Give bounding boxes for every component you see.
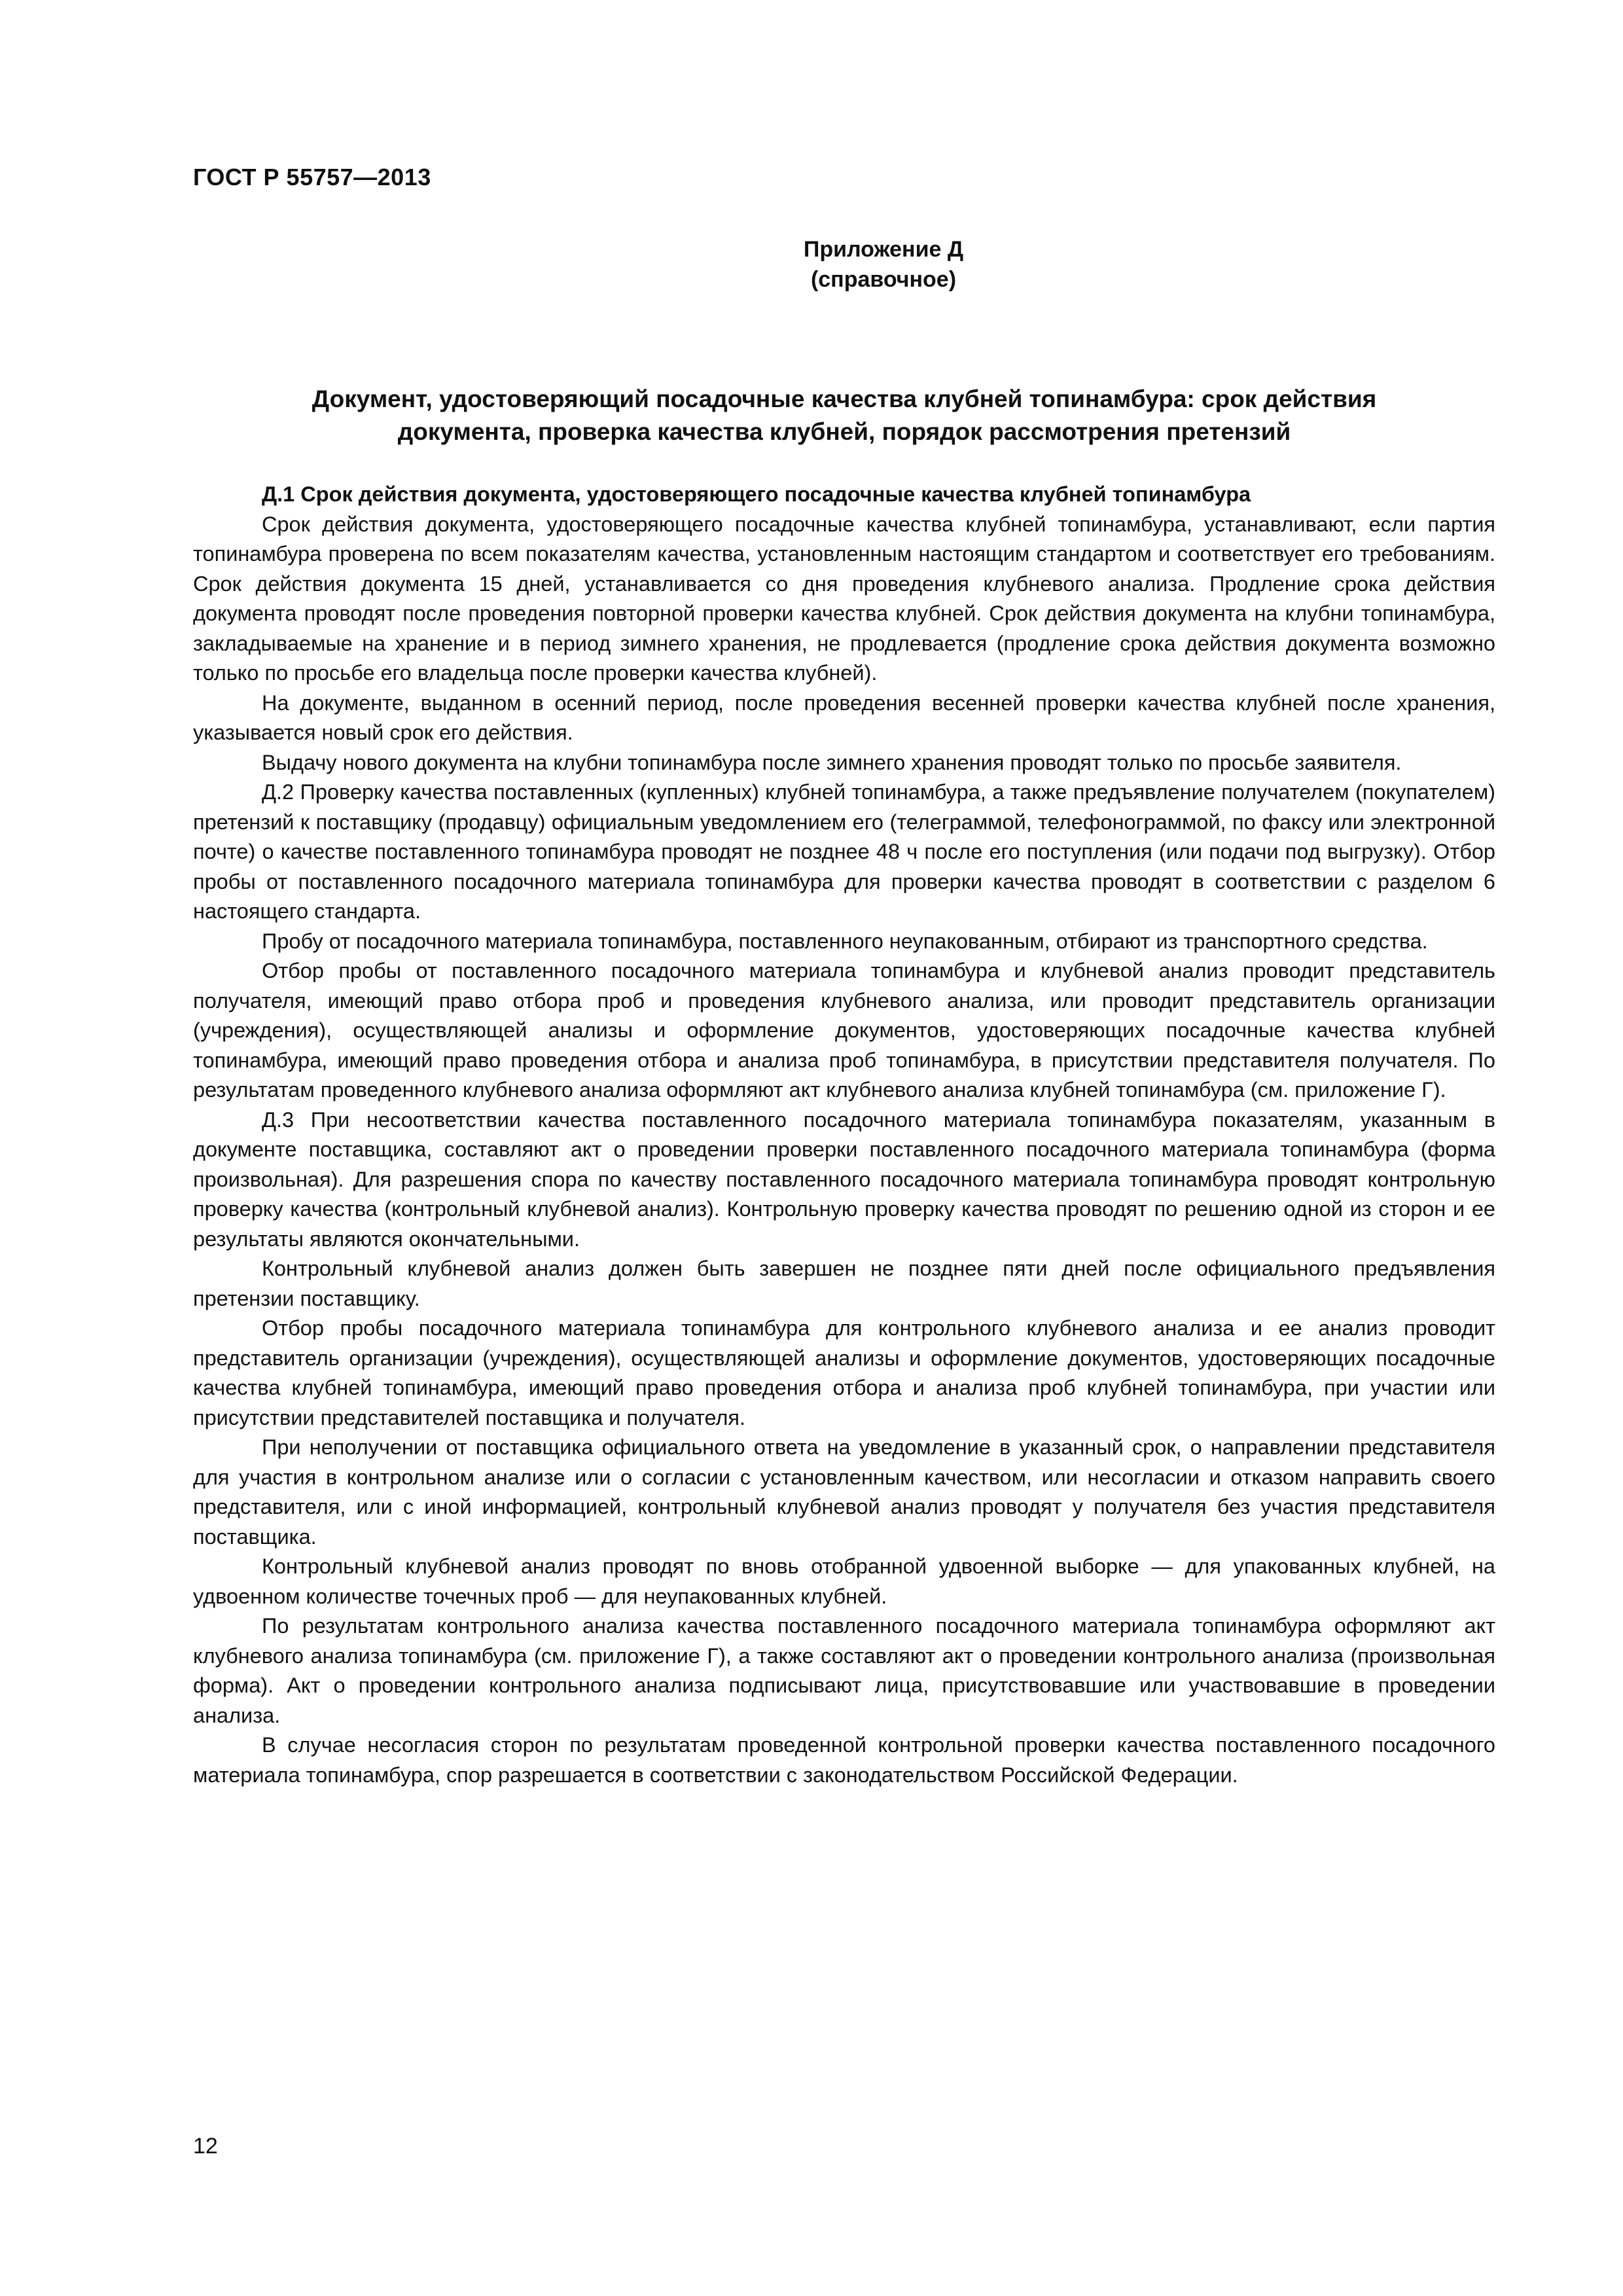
- paragraph: Срок действия документа, удостоверяющего посадочные качества клубней топинамбура, устанавливают, если партия топинамбура проверена по всем показателям качества, установленным настоящим стандартом и соответствует его требованиям. Срок действия документа 15 дней, устанавливается со дня проведения клубневого анализа. Продление срока действия документа проводят после проведения повторной проверки качества клубней. Срок действия документа на клубни топинамбура, закладываемые на хранение и в период зимнего хранения, не продлевается (продление срока действия документа возможно только по просьбе его владельца после проверки качества клубней).: [193, 512, 1495, 685]
- paragraph: Контрольный клубневой анализ должен быть завершен не позднее пяти дней после официального предъявления претензии поставщику.: [193, 1257, 1495, 1310]
- page-number: 12: [193, 2134, 218, 2159]
- paragraph: На документе, выданном в осенний период, после проведения весенней проверки качества клубней после хранения, указывается новый срок его действия.: [193, 691, 1495, 744]
- section-heading-d1: Д.1 Срок действия документа, удостоверяющего посадочные качества клубней топинамбура: [262, 482, 1251, 506]
- paragraph-d2: Д.2 Проверку качества поставленных (купленных) клубней топинамбура, а также предъявление получателем (покупателем) претензий к поставщику (продавцу) официальным уведомлением его (телеграммой, телефонограммой, по факсу или электронной почте) о качестве поставленного топинамбура проводят не позднее 48 ч после его поступления (или подачи под выгрузку). Отбор пробы от поставленного посадочного материала топинамбура для проверки качества проводят в соответствии с разделом 6 настоящего стандарта.: [193, 780, 1495, 923]
- appendix-title: Приложение Д: [803, 237, 964, 262]
- paragraph: В случае несогласия сторон по результатам проведенной контрольной проверки качества поставленного посадочного материала топинамбура, спор разрешается в соответствии с законодательством Российской Федерации.: [193, 1733, 1495, 1787]
- paragraph: Выдачу нового документа на клубни топинамбура после зимнего хранения проводят только по просьбе заявителя.: [262, 750, 1402, 774]
- document-title: [193, 383, 1495, 448]
- paragraph: По результатам контрольного анализа качества поставленного посадочного материала топинамбура оформляют акт клубневого анализа топинамбура (см. приложение Г), а также составляют акт о проведении контрольного анализа (произвольная форма). Акт о проведении контрольного анализа подписывают лица, присутствовавшие или участвовавшие в проведении анализа.: [193, 1614, 1495, 1727]
- paragraph: Отбор пробы от поставленного посадочного материала топинамбура и клубневой анализ проводит представитель получателя, имеющий право отбора проб и проведения клубневого анализа, или проводит представитель организации (учреждения), осуществляющей анализы и оформление документов, удостоверяющих посадочные качества клубней топинамбура, имеющий право проведения отбора и анализа проб топинамбура, в присутствии представителя получателя. По результатам проведенного клубневого анализа оформляют акт клубневого анализа клубней топинамбура (см. приложение Г).: [193, 959, 1495, 1102]
- paragraph-d3: Д.3 При несоответствии качества поставленного посадочного материала топинамбура показателям, указанным в документе поставщика, составляют акт о проведении проверки поставленного посадочного материала топинамбура (форма произвольная). Для разрешения спора по качеству поставленного посадочного материала топинамбура проводят контрольную проверку качества (контрольный клубневой анализ). Контрольную проверку качества проводят по решению одной из сторон и ее результаты являются окончательными.: [193, 1107, 1495, 1251]
- document-title-line-1: Документ, удостоверяющий посадочные качества клубней топинамбура: срок действия: [312, 386, 1377, 412]
- standard-header: ГОСТ Р 55757—2013: [193, 164, 431, 190]
- appendix-block: [654, 234, 1113, 295]
- paragraph: Контрольный клубневой анализ проводят по вновь отобранной удвоенной выборке — для упакованных клубней, на удвоенном количестве точечных проб — для неупакованных клубней.: [193, 1554, 1495, 1608]
- appendix-subtitle: (справочное): [810, 267, 957, 292]
- paragraph: Пробу от посадочного материала топинамбура, поставленного неупакованным, отбирают из транспортного средства.: [262, 929, 1428, 953]
- paragraph: При неполучении от поставщика официального ответа на уведомление в указанный срок, о направлении представителя для участия в контрольном анализе или о согласии с установленным качеством, или несогласии и отказом направить своего представителя, или с иной информацией, контрольный клубневой анализ проводят у получателя без участия представителя поставщика.: [193, 1435, 1495, 1549]
- document-body: [193, 480, 1495, 1790]
- paragraph: Отбор пробы посадочного материала топинамбура для контрольного клубневого анализа и ее анализ проводит представитель организации (учреждения), осуществляющей анализы и оформление документов, удостоверяющих посадочные качества клубней топинамбура, имеющий право проведения отбора и анализа проб клубней топинамбура, при участии или присутствии представителей поставщика и получателя.: [193, 1316, 1495, 1429]
- document-title-line-2: документа, проверка качества клубней, порядок рассмотрения претензий: [397, 418, 1291, 445]
